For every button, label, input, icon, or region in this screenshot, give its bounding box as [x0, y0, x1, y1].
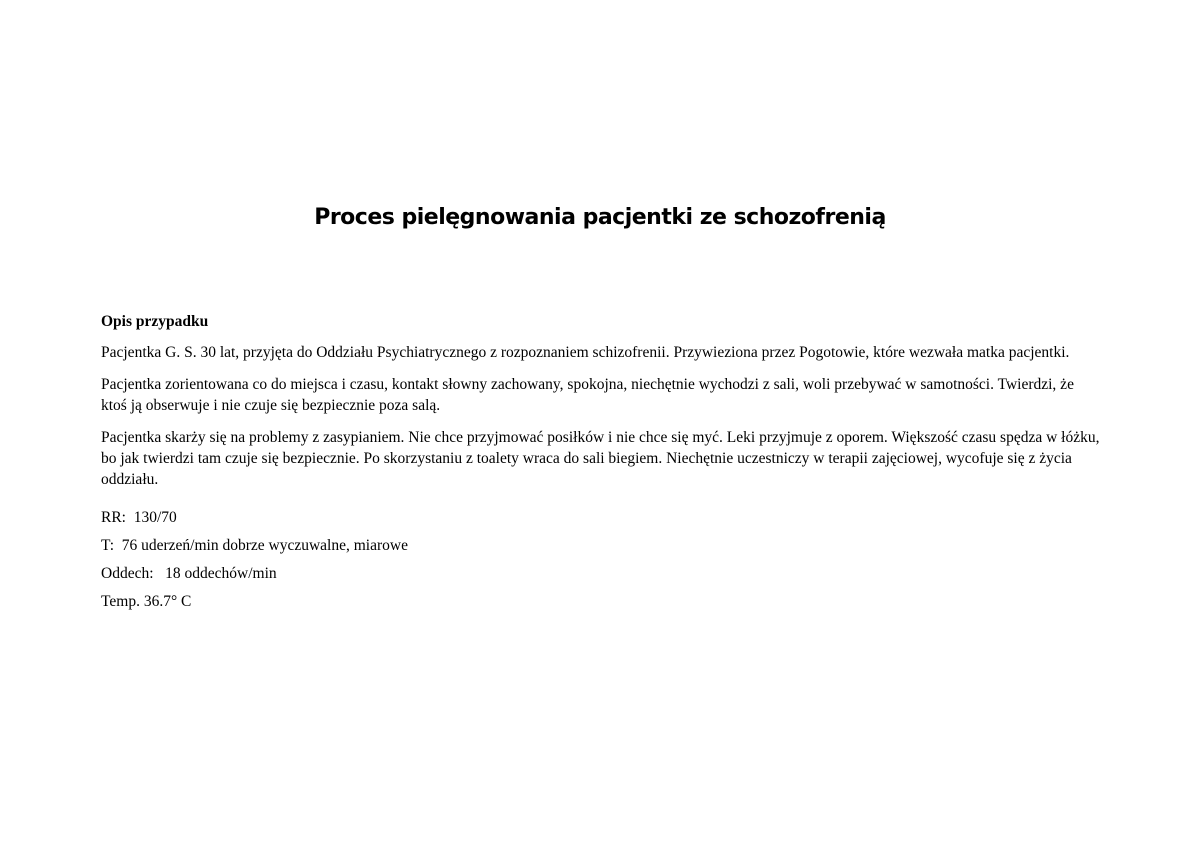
document-body: [101, 311, 1101, 619]
vital-signs: [101, 507, 1101, 612]
vital-blood-pressure: RR: 130/70: [101, 509, 177, 526]
case-paragraph-1: Pacjentka G. S. 30 lat, przyjęta do Oddziału Psychiatrycznego z rozpoznaniem schizofrenii. Przywieziona przez Pogotowie, które wezwała matka pacjentki.: [101, 344, 1070, 361]
document-title: Proces pielęgnowania pacjentki ze schozofrenią: [314, 205, 886, 230]
vital-respiration: Oddech: 18 oddechów/min: [101, 565, 277, 582]
vital-pulse: T: 76 uderzeń/min dobrze wyczuwalne, miarowe: [101, 537, 408, 554]
vital-temperature: Temp. 36.7° C: [101, 593, 192, 610]
case-paragraph-2: Pacjentka zorientowana co do miejsca i czasu, kontakt słowny zachowany, spokojna, niechętnie wychodzi z sali, woli przebywać w samotności. Twierdzi, że ktoś ją obserwuje i nie czuje się bezpiecznie poza salą.: [101, 376, 1074, 414]
section-heading: Opis przypadku: [101, 313, 209, 330]
case-paragraph-3: Pacjentka skarży się na problemy z zasypianiem. Nie chce przyjmować posiłków i nie chce się myć. Leki przyjmuje z oporem. Większość czasu spędza w łóżku, bo jak twierdzi tam czuje się bezpiecznie. Po skorzystaniu z toalety wraca do sali biegiem. Niechętnie uczestniczy w terapii zajęciowej, wycofuje się z życia oddziału.: [101, 429, 1100, 488]
